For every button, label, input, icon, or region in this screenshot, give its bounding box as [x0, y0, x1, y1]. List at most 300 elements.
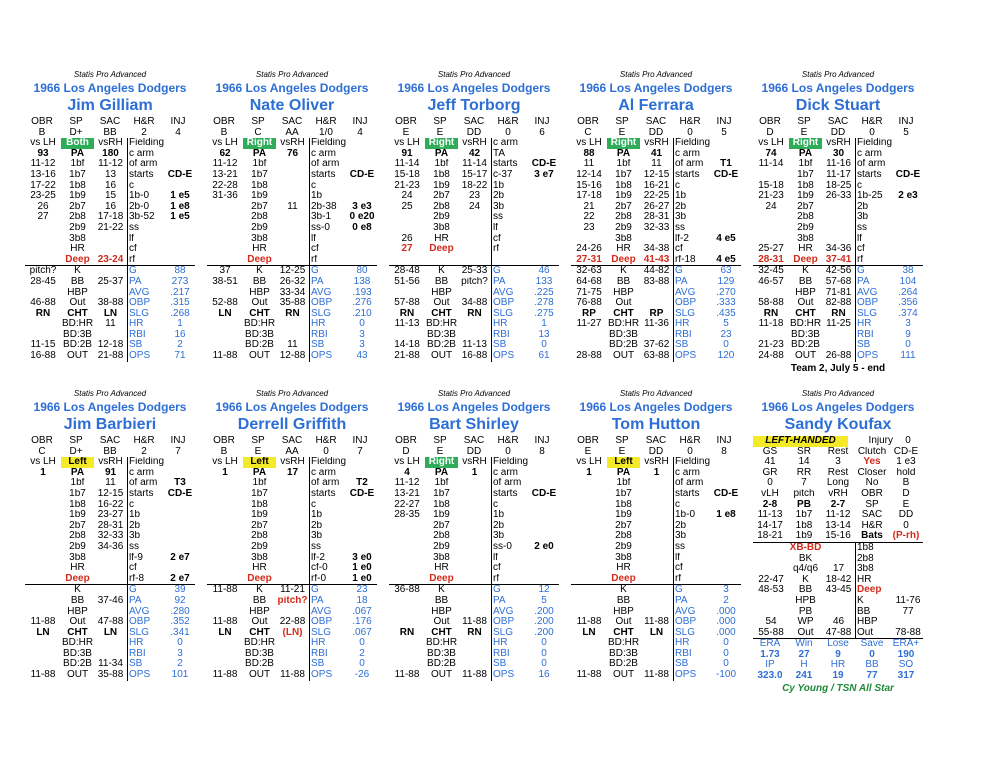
- chart-row: [389, 191, 559, 202]
- stat-row: [25, 670, 195, 681]
- vs-row-cell: Right: [425, 138, 458, 149]
- chart-row-cell: 1b8: [615, 180, 632, 191]
- pitcher-row-cell: 14: [798, 457, 810, 468]
- chart-row-cell: CD-E: [713, 169, 739, 180]
- ratings-values: [389, 447, 559, 458]
- stat-row-cell: 83-88: [643, 276, 670, 287]
- chart-row-cell: cf: [675, 563, 683, 574]
- stat-row-cell: G: [129, 266, 137, 277]
- stat-row-cell: PA: [129, 276, 142, 287]
- vs-row-cell: Fielding: [493, 457, 529, 468]
- stat-row-cell: 47-88: [97, 617, 124, 628]
- chart-row-cell: [207, 510, 243, 521]
- stat-row-cell: [640, 659, 673, 670]
- chart-row-cell: lf: [857, 233, 862, 244]
- chart-row-cell: 21: [583, 201, 595, 212]
- stat-row-cell: 0: [541, 638, 547, 649]
- chart-row-cell: 2b9: [615, 222, 632, 233]
- stat-row-cell: [207, 596, 243, 607]
- ratings-values-cell: DD: [648, 127, 664, 138]
- stat-row-cell: OPS: [129, 351, 151, 362]
- vs-values-cell: c arm: [493, 467, 518, 478]
- vs-values-cell: PA: [616, 467, 631, 478]
- chart-row-cell: cf: [675, 244, 683, 255]
- stat-row-cell: BD:HR: [243, 638, 276, 649]
- chart-row-cell: 2b-0: [129, 201, 150, 212]
- stat-row-cell: SLG: [311, 308, 332, 319]
- chart-row: [753, 191, 923, 202]
- stat-row-cell: CHT: [795, 308, 816, 319]
- stat-row-cell: G: [857, 266, 865, 277]
- pitcher-stat-values-2-cell: 323.0: [757, 671, 783, 682]
- chart-row-cell: [458, 553, 491, 564]
- stat-row-cell: 0: [359, 659, 365, 670]
- pitcher-chart-row-cell: [893, 554, 923, 565]
- stat-row-cell: OPS: [675, 351, 697, 362]
- chart-row-cell: HR: [434, 563, 449, 574]
- chart-row-cell: [276, 181, 309, 192]
- chart-row-cell: 11-14: [462, 159, 487, 170]
- player-card: [25, 70, 195, 362]
- chart-row: [389, 489, 559, 500]
- chart-row-cell: 31-36: [212, 191, 238, 202]
- chart-row-cell: 1b: [675, 191, 687, 202]
- pitcher-row-cell: hold: [896, 467, 916, 478]
- card-team: 1966 Los Angeles Dodgers: [33, 400, 187, 414]
- pitcher-row-cell: E: [902, 499, 910, 510]
- stat-row-cell: 11-88: [462, 617, 487, 628]
- chart-row-cell: [207, 223, 243, 234]
- pitcher-row-cell: 1b7: [795, 510, 813, 521]
- stat-row-cell: OPS: [857, 351, 879, 362]
- ratings-header-cell: OBR: [577, 436, 599, 446]
- chart-row-cell: 1b9: [69, 510, 86, 521]
- chart-row-cell: [276, 223, 309, 234]
- pitcher-chart-row: [753, 554, 923, 565]
- chart-row-cell: [165, 244, 195, 255]
- stat-row-cell: BD:3B: [609, 329, 638, 340]
- ratings-values-cell: E: [800, 127, 808, 138]
- stat-row-cell: 11: [105, 319, 116, 330]
- chart-row-cell: [25, 553, 61, 564]
- pitcher-row-cell: OBR: [861, 488, 883, 499]
- stat-row-cell: K: [256, 266, 263, 277]
- stat-row-cell: SLG: [493, 627, 514, 638]
- chart-row-cell: cf: [129, 563, 137, 574]
- stat-row-cell: CHT: [67, 627, 88, 638]
- vs-values-cell: c arm: [857, 148, 882, 159]
- stat-row-cell: RBI: [493, 329, 510, 340]
- stat-row-cell: [94, 638, 127, 649]
- stat-row-cell: CHT: [249, 627, 270, 638]
- chart-row-cell: 3b8: [251, 552, 268, 563]
- pitcher-chart-row-cell: [893, 575, 923, 586]
- pitcher-row-cell: RR: [796, 467, 812, 478]
- chart-row-cell: 11-12: [212, 159, 238, 170]
- stat-row-cell: 37-46: [97, 595, 124, 606]
- chart-row-cell: [529, 223, 559, 234]
- chart-row-cell: 1b-0: [129, 191, 150, 202]
- stat-row: [389, 584, 559, 596]
- vs-values-cell: PA: [434, 148, 449, 159]
- stat-row-cell: [276, 607, 309, 618]
- chart-row-cell: [458, 489, 491, 500]
- chart-row: [207, 489, 377, 500]
- pitcher-chart-row-cell: [753, 554, 789, 565]
- chart-row-cell: lf: [311, 233, 316, 244]
- chart-row-cell: of arm: [311, 478, 340, 489]
- chart-row-cell: [389, 553, 425, 564]
- chart-row-cell: 3b-52: [129, 212, 155, 223]
- stat-row-cell: PA: [311, 595, 324, 606]
- stat-row: [25, 309, 195, 320]
- stat-row-cell: 11-88: [280, 670, 305, 681]
- chart-row: [207, 159, 377, 170]
- chart-row-cell: [529, 181, 559, 192]
- stat-row-cell: 23: [720, 329, 732, 340]
- stat-row-cell: RBI: [311, 329, 328, 340]
- chart-row-cell: of arm: [493, 478, 522, 489]
- ratings-values-cell: 2: [141, 127, 147, 138]
- chart-row-cell: 3b8: [615, 233, 632, 244]
- card-brand: Statis Pro Advanced: [255, 389, 329, 398]
- stat-row-cell: 11-18: [758, 319, 784, 330]
- chart-row-cell: [529, 191, 559, 202]
- stat-row-cell: HBP: [431, 606, 452, 617]
- stat-row-cell: 2: [359, 648, 365, 659]
- chart-row-cell: HR: [252, 563, 267, 574]
- stat-row-cell: [571, 649, 607, 660]
- stat-row-cell: 3: [905, 319, 911, 330]
- ratings-header: [207, 117, 377, 128]
- chart-row-cell: [276, 500, 309, 511]
- stat-row-cell: RP: [582, 308, 596, 319]
- ratings-header-cell: SP: [251, 436, 265, 446]
- chart-row-cell: [94, 244, 127, 255]
- chart-row-cell: starts: [311, 169, 336, 180]
- ratings-header-cell: SAC: [645, 117, 667, 127]
- chart-row-cell: [571, 531, 607, 542]
- pitcher-chart-row-cell: [822, 554, 855, 565]
- stat-row-cell: .200: [534, 617, 554, 628]
- chart-row-cell: 1bf: [252, 159, 267, 170]
- chart-row-cell: [276, 531, 309, 542]
- chart-row-cell: [347, 191, 377, 202]
- stat-row-cell: LN: [649, 627, 664, 638]
- chart-row: [571, 255, 741, 266]
- chart-row: [753, 181, 923, 192]
- pitcher-chart-row: [753, 564, 923, 575]
- vs-values-cell: [529, 149, 559, 160]
- chart-row-cell: 2b7: [615, 201, 632, 212]
- stat-row-cell: HBP: [67, 287, 88, 298]
- stat-row-cell: 32-63: [576, 266, 602, 277]
- chart-row-cell: [389, 574, 425, 585]
- pitcher-chart-row-cell: 55-88: [758, 627, 784, 638]
- stat-row-cell: 0: [359, 319, 365, 330]
- stat-row-cell: 88: [174, 266, 186, 277]
- stat-row-cell: HBP: [613, 606, 634, 617]
- stat-row-cell: [389, 596, 425, 607]
- stat-row: [25, 319, 195, 330]
- chart-row-cell: rf: [493, 244, 500, 255]
- stat-row-cell: OUT: [66, 351, 89, 362]
- chart-row-cell: [753, 234, 789, 245]
- ratings-values: [25, 128, 195, 139]
- chart-row-cell: 28-31: [643, 212, 670, 223]
- pitcher-row-cell: vLH: [761, 488, 779, 499]
- card-team: 1966 Los Angeles Dodgers: [33, 81, 187, 95]
- vs-row-cell: Left: [607, 457, 640, 468]
- stat-row: [389, 607, 559, 618]
- ratings-values-cell: 5: [903, 127, 909, 138]
- chart-row-cell: [458, 223, 491, 234]
- chart-row-cell: cf: [493, 233, 501, 244]
- vs-values-cell: c arm: [311, 148, 336, 159]
- chart-row-cell: [276, 234, 309, 245]
- ratings-values-cell: E: [436, 446, 444, 457]
- stat-row-cell: [822, 340, 855, 351]
- chart-row-cell: 1b: [311, 510, 323, 521]
- chart-row: [207, 510, 377, 521]
- stat-row-cell: BB: [798, 276, 813, 287]
- chart-row-cell: [389, 255, 425, 266]
- stat-row: [753, 288, 923, 299]
- chart-row-cell: [347, 181, 377, 192]
- stat-row-cell: .200: [534, 627, 554, 638]
- vs-values-cell: PA: [252, 467, 267, 478]
- stat-row-cell: 129: [717, 276, 735, 287]
- stat-row-cell: BD:HR: [425, 319, 458, 330]
- card-grid: [753, 138, 923, 361]
- chart-row-cell: 21-23: [758, 191, 784, 202]
- pitcher-chart-row-cell: 47-88: [825, 627, 852, 638]
- pitcher-row: [753, 521, 923, 532]
- player-name: Derrell Griffith: [237, 416, 347, 433]
- column-divider: [309, 138, 310, 361]
- chart-row-cell: ss: [311, 541, 321, 552]
- stat-row-cell: 36-88: [394, 585, 420, 596]
- stat-row-cell: SB: [311, 340, 325, 351]
- chart-row: [571, 159, 741, 170]
- stat-row-cell: HR: [311, 638, 326, 649]
- stat-row: [389, 617, 559, 628]
- stat-row-cell: BD:2B: [609, 659, 638, 670]
- stat-row-cell: BD:3B: [63, 648, 92, 659]
- vs-row-cell: Fielding: [129, 457, 165, 468]
- stat-row-cell: 12-88: [279, 351, 306, 362]
- ratings-values-cell: 5: [721, 127, 727, 138]
- chart-row-cell: ss: [129, 541, 139, 552]
- chart-row-cell: [458, 542, 491, 553]
- stat-row-cell: 82-88: [825, 298, 852, 309]
- stat-row: [207, 265, 377, 277]
- chart-row-cell: 1bf: [70, 478, 85, 489]
- pitcher-row-cell: SR: [797, 446, 811, 457]
- vs-values: [25, 468, 195, 479]
- pitcher-row-cell: 18-21: [757, 531, 783, 542]
- chart-row-cell: [458, 500, 491, 511]
- chart-row-cell: 16-21: [643, 180, 670, 191]
- stat-row-cell: [571, 638, 607, 649]
- stat-row: [753, 319, 923, 330]
- stat-row-cell: [207, 319, 243, 330]
- stat-row-cell: -26: [354, 670, 370, 681]
- stat-row-cell: [389, 617, 425, 628]
- ratings-values-cell: C: [254, 127, 262, 138]
- pitcher-chart-row-cell: [893, 585, 923, 596]
- card-brand: Statis Pro Advanced: [437, 389, 511, 398]
- chart-row-cell: [94, 234, 127, 245]
- stat-row-cell: 71-81: [825, 287, 852, 298]
- stat-row-cell: K: [802, 266, 809, 277]
- chart-row-cell: HR: [616, 563, 631, 574]
- pitcher-row-cell: No: [865, 478, 879, 489]
- chart-row-cell: 16: [104, 180, 117, 191]
- stat-row: [207, 319, 377, 330]
- chart-row: [753, 244, 923, 255]
- chart-row-cell: 1b9: [615, 191, 632, 202]
- stat-row: [753, 330, 923, 341]
- chart-row-cell: 1b8: [69, 499, 86, 510]
- stat-row-cell: K: [438, 266, 445, 277]
- chart-row-cell: 3b8: [433, 552, 450, 563]
- pitcher-row-cell: SP: [865, 499, 879, 510]
- ratings-header-cell: OBR: [395, 436, 417, 446]
- stat-row-cell: 46: [538, 266, 550, 277]
- stat-row-cell: RBI: [857, 329, 874, 340]
- stat-row-cell: RN: [399, 308, 415, 319]
- ratings-header: [571, 117, 741, 128]
- chart-row-cell: [276, 489, 309, 500]
- vs-values: [25, 149, 195, 160]
- vs-row: [571, 138, 741, 149]
- chart-row-cell: 1b8: [251, 180, 268, 191]
- vs-row-cell: Right: [243, 138, 276, 149]
- stat-row-cell: SLG: [857, 308, 878, 319]
- chart-row-cell: 28-31: [758, 254, 784, 265]
- pitcher-row-cell: pitch: [793, 488, 815, 499]
- chart-row-cell: [529, 244, 559, 255]
- chart-row-cell: [347, 542, 377, 553]
- chart-row-cell: [529, 234, 559, 245]
- chart-row-cell: [165, 159, 195, 170]
- chart-row: [389, 553, 559, 564]
- stat-row-cell: HR: [857, 319, 872, 330]
- chart-row-cell: 11-14: [394, 159, 420, 170]
- stat-row-cell: RN: [831, 308, 846, 319]
- stat-row-cell: RN: [467, 627, 482, 638]
- pitcher-grid: [753, 542, 923, 638]
- stat-row-cell: 11-27: [576, 319, 602, 330]
- stat-row-cell: Out: [251, 298, 268, 309]
- pitcher-chart-row-cell: Out: [797, 627, 814, 638]
- vs-row: [571, 457, 741, 468]
- stat-row-cell: .315: [170, 298, 190, 309]
- card-team: 1966 Los Angeles Dodgers: [215, 81, 369, 95]
- chart-row-cell: 12-15: [97, 488, 124, 499]
- stat-row-cell: BD:2B: [245, 659, 274, 670]
- chart-row-cell: lf: [493, 552, 498, 563]
- card-grid: [25, 457, 195, 680]
- pitcher-chart-row-cell: Out: [857, 627, 874, 638]
- ratings-values-cell: B: [220, 446, 228, 457]
- chart-row-cell: Deep: [247, 573, 272, 584]
- stat-row-cell: 11-13: [394, 319, 420, 330]
- stat-row-cell: OPS: [311, 670, 333, 681]
- chart-row-cell: ss-0: [493, 541, 512, 552]
- chart-row-cell: [640, 478, 673, 489]
- vs-values-cell: 88: [583, 148, 595, 159]
- chart-row-cell: 2b: [857, 201, 869, 212]
- stat-row-cell: G: [675, 585, 683, 596]
- stat-row-cell: [458, 596, 491, 607]
- stat-row-cell: OPS: [493, 670, 515, 681]
- chart-row-cell: [207, 521, 243, 532]
- stat-row-cell: HBP: [431, 287, 452, 298]
- chart-row-cell: rf: [675, 573, 682, 584]
- ratings-values-cell: E: [584, 446, 592, 457]
- chart-row-cell: 2 e7: [170, 573, 190, 584]
- chart-row-cell: 1b7: [251, 169, 268, 180]
- stat-row-cell: .217: [170, 287, 190, 298]
- stat-row-cell: 0: [541, 659, 547, 670]
- vs-row-cell: [529, 138, 559, 149]
- chart-row-cell: starts: [493, 159, 518, 170]
- card-team: 1966 Los Angeles Dodgers: [761, 81, 915, 95]
- chart-row-cell: 2b9: [433, 541, 450, 552]
- stat-row: [571, 330, 741, 341]
- chart-row-cell: [389, 521, 425, 532]
- vs-values-cell: [711, 468, 741, 479]
- vs-values-cell: 91: [104, 467, 117, 478]
- stat-row-cell: [207, 659, 243, 670]
- stat-row-cell: 35-88: [279, 298, 306, 309]
- chart-row-cell: 12-15: [643, 169, 670, 180]
- stat-row-cell: HR: [129, 319, 144, 330]
- pitcher-chart-row-cell: Deep: [857, 585, 882, 596]
- stat-row: [389, 351, 559, 362]
- chart-row: [753, 159, 923, 170]
- chart-row-cell: 2b: [493, 191, 505, 202]
- stat-row: [753, 298, 923, 309]
- chart-row-cell: c-37: [493, 169, 513, 180]
- chart-row: [571, 202, 741, 213]
- ratings-values-cell: 0: [323, 446, 329, 457]
- player-card: [571, 70, 741, 362]
- chart-row: [207, 255, 377, 266]
- ratings-header-cell: SAC: [281, 436, 303, 446]
- stat-row: [389, 330, 559, 341]
- pitcher-stat-labels: [753, 638, 923, 650]
- stat-row: [207, 659, 377, 670]
- chart-row-cell: [711, 191, 741, 202]
- stat-row-cell: .264: [898, 287, 918, 298]
- stat-row: [25, 340, 195, 351]
- stat-row-cell: CHT: [431, 627, 452, 638]
- chart-row-cell: [389, 563, 425, 574]
- stat-row-cell: -100: [715, 670, 736, 681]
- column-divider: [127, 138, 128, 361]
- stat-row-cell: 5: [723, 319, 729, 330]
- stat-row-cell: OUT: [248, 351, 271, 362]
- stat-row-cell: CHT: [249, 308, 270, 319]
- stat-row-cell: 38-88: [97, 298, 124, 309]
- chart-row-cell: 1b8: [69, 180, 86, 191]
- vs-values-cell: [165, 149, 195, 160]
- pitcher-chart-row: [753, 575, 923, 586]
- pitcher-row-cell: Bats: [861, 531, 883, 542]
